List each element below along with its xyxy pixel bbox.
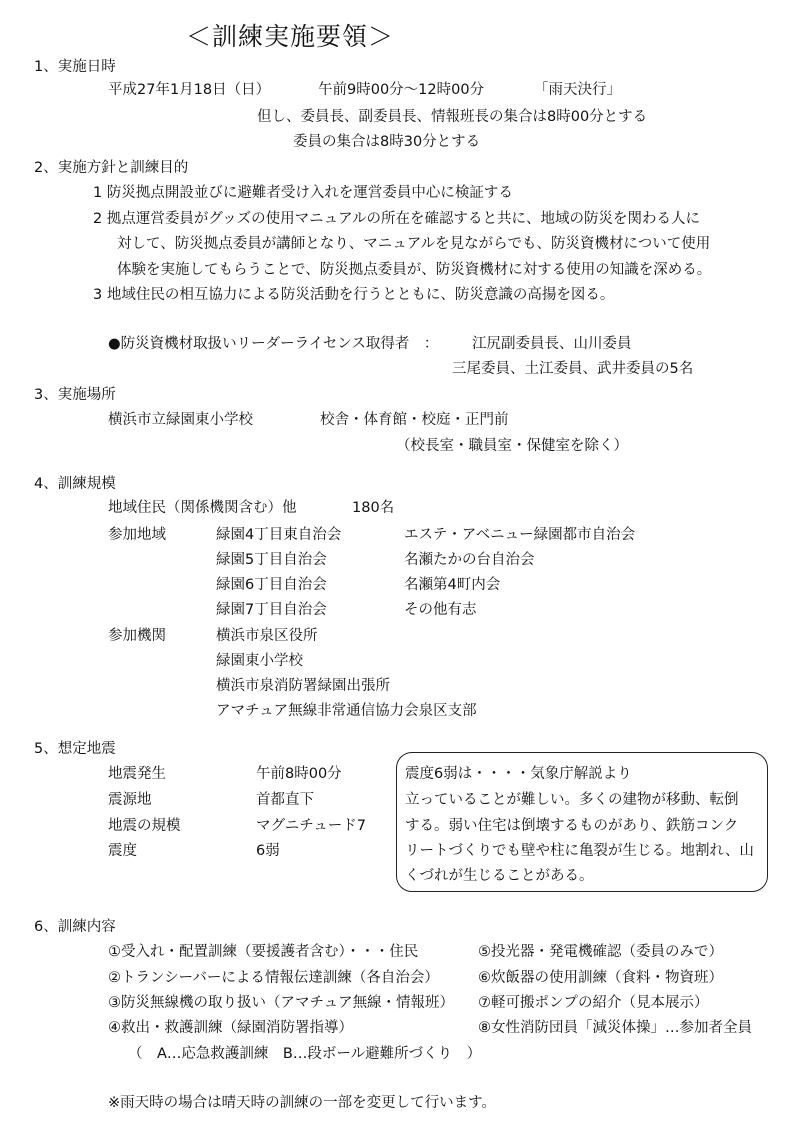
page-title: ＜訓練実施要領＞ (186, 22, 395, 51)
section-1-heading: 1、実施日時 (34, 59, 116, 75)
purpose-item: 2 拠点運営委員がグッズの使用マニュアルの所在を確認すると共に、地域の防災を関わる人に (93, 211, 701, 227)
area-label: 参加地域 (108, 527, 166, 543)
org-item: 横浜市泉区役所 (216, 628, 318, 644)
quake-row-value: 午前8時00分 (256, 766, 342, 782)
leader-names: 江尻副委員長、山川委員 (472, 336, 632, 352)
leader-label: ●防災資機材取扱いリーダーライセンス取得者 ： (108, 336, 439, 352)
org-item: 横浜市泉消防署緑園出張所 (216, 678, 390, 694)
org-item: アマチュア無線非常通信協力会泉区支部 (216, 703, 477, 719)
area-item: 緑園4丁目東自治会 (216, 527, 342, 543)
training-sub-items: （ A…応急救護訓練 B…段ボール避難所づくり ） (128, 1046, 482, 1062)
footer-note: ※雨天時の場合は晴天時の訓練の一部を変更して行います。 (108, 1095, 496, 1111)
rain-note: 「雨天決行」 (534, 82, 621, 98)
intensity-info-line: くづれが生じることがある。 (405, 868, 594, 884)
area-item: 緑園7丁目自治会 (216, 602, 327, 618)
purpose-item-cont: 対して、防災拠点委員が講師となり、マニュアルを見ながらでも、防災資機材について使用 (117, 236, 711, 252)
date-text: 平成27年1月18日（日） (108, 82, 271, 98)
assembly-note-2: 委員の集合は8時30分とする (293, 134, 481, 150)
purpose-item: 1 防災拠点開設並びに避難者受け入れを運営委員中心に検証する (93, 185, 513, 201)
time-text: 午前9時00分～12時00分 (318, 82, 485, 98)
quake-row-label: 震度 (108, 843, 137, 859)
area-item: 名瀬たかの台自治会 (404, 552, 535, 568)
training-item: ①受入れ・配置訓練（要援護者含む）・・・住民 (108, 944, 419, 960)
quake-row-label: 震源地 (108, 792, 152, 808)
assembly-note-1: 但し、委員長、副委員長、情報班長の集合は8時00分とする (257, 109, 648, 125)
org-label: 参加機関 (108, 628, 166, 644)
excluded-rooms: （校長室・職員室・保健室を除く） (396, 438, 628, 454)
training-item: ⑧女性消防団員「減災体操」…参加者全員 (478, 1020, 752, 1036)
training-item: ②トランシーバーによる情報伝達訓練（各自治会） (108, 970, 439, 986)
venue-areas: 校舎・体育館・校庭・正門前 (320, 412, 509, 428)
purpose-item-cont: 体験を実施してもらうことで、防災拠点委員が、防災資機材に対する使用の知識を深める。 (117, 262, 712, 278)
quake-row-value: 首都直下 (256, 792, 314, 808)
training-item: ④救出・救護訓練（緑園消防署指導） (108, 1020, 353, 1036)
training-item: ⑥炊飯器の使用訓練（食料・物資班） (478, 970, 723, 986)
quake-row-value: マグニチュード7 (256, 818, 366, 834)
area-item: エステ・アベニュー緑園都市自治会 (404, 527, 636, 543)
quake-row-value: 6弱 (256, 843, 280, 859)
quake-row-label: 地震の規模 (108, 818, 181, 834)
school-name: 横浜市立緑園東小学校 (108, 412, 253, 428)
intensity-info-line: リートづくりでも壁や柱に亀裂が生じる。地割れ、山 (405, 843, 754, 859)
training-item: ⑦軽可搬ポンプの紹介（見本展示） (478, 995, 709, 1011)
participant-count: 180名 (352, 500, 395, 516)
area-item: その他有志 (404, 602, 477, 618)
area-item: 名瀬第4町内会 (404, 577, 501, 593)
section-4-heading: 4、訓練規模 (34, 476, 116, 492)
org-item: 緑園東小学校 (216, 653, 303, 669)
area-item: 緑園6丁目自治会 (216, 577, 327, 593)
section-5-heading: 5、想定地震 (34, 741, 116, 757)
training-item: ③防災無線機の取り扱い（アマチュア無線・情報班） (108, 995, 455, 1011)
training-item: ⑤投光器・発電機確認（委員のみで） (478, 944, 723, 960)
intensity-info-line: 立っていることが難しい。多くの建物が移動、転倒 (405, 792, 739, 808)
section-2-heading: 2、実施方針と訓練目的 (34, 160, 189, 176)
intensity-info-line: 震度6弱は・・・・気象庁解説より (405, 766, 632, 782)
area-item: 緑園5丁目自治会 (216, 552, 327, 568)
section-3-heading: 3、実施場所 (34, 387, 116, 403)
intensity-info-line: する。弱い住宅は倒壊するものがあり、鉄筋コンク (405, 818, 739, 834)
purpose-item: 3 地域住民の相互協力による防災活動を行うとともに、防災意識の高揚を図る。 (93, 287, 615, 303)
leader-names: 三尾委員、土江委員、武井委員の5名 (452, 361, 694, 377)
section-6-heading: 6、訓練内容 (34, 919, 116, 935)
residents-label: 地域住民（関係機関含む）他 (108, 500, 297, 516)
quake-row-label: 地震発生 (108, 766, 166, 782)
